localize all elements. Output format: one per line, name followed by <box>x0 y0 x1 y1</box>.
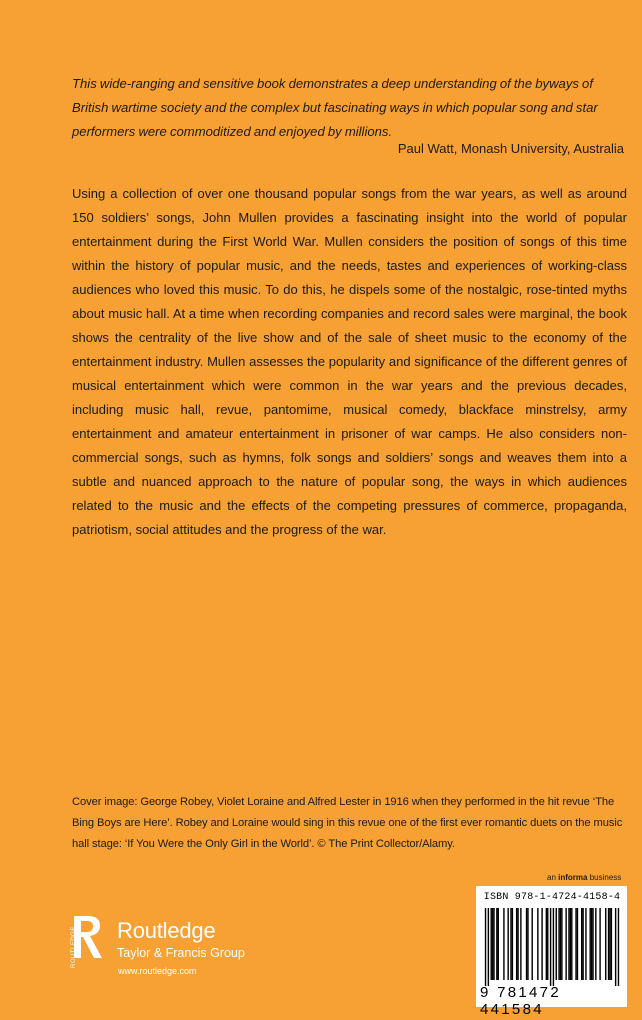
endorsement-quote: This wide-ranging and sensitive book demonstrates a deep understanding of the byways of British wartime society and the complex but fascinating ways in which popular song and star performers were commoditized and enjoyed by millions. <box>72 76 598 139</box>
barcode-bar <box>589 908 590 980</box>
barcode-bar <box>537 908 538 980</box>
barcode-bar <box>526 908 527 980</box>
barcode-bar <box>609 908 610 980</box>
cover-image-caption: Cover image: George Robey, Violet Loraine and Alfred Lester in 1916 when they performed in the hit revue ‘The Bing Boys are Here’. Robey and Loraine would sing in this revue one of the first ever romantic duets on the music hall stage: ‘If You Were the Only Girl in the World’. © The Print Collector/Alamy. <box>72 796 623 850</box>
barcode-bar <box>493 908 494 980</box>
barcode-bar <box>605 908 606 980</box>
barcode-bar <box>558 908 559 980</box>
barcode-bar <box>496 908 497 980</box>
barcode-bar <box>547 908 548 980</box>
barcode-bar <box>582 908 583 980</box>
barcode-bar <box>575 908 576 980</box>
publisher-group: Taylor & Francis Group <box>117 946 245 960</box>
barcode-bar <box>595 908 596 980</box>
barcode-bar <box>570 908 571 980</box>
informa-suffix: business <box>587 873 622 882</box>
barcode-bar <box>485 908 486 986</box>
barcode-bar <box>553 908 554 986</box>
barcode-bar <box>561 908 562 980</box>
barcode-bar <box>503 908 504 980</box>
barcode-bar <box>507 908 508 980</box>
barcode-bar <box>488 908 489 986</box>
informa-brand: informa <box>558 873 588 882</box>
informa-business-tag <box>547 873 621 882</box>
barcode-bar <box>546 908 547 980</box>
barcode-bar <box>571 908 572 980</box>
barcode-bar <box>498 908 499 980</box>
barcode-bar <box>618 908 619 986</box>
barcode-bar <box>577 908 578 980</box>
barcode-bar <box>490 908 491 980</box>
barcode-bar <box>556 908 557 980</box>
endorsement-attribution: Paul Watt, Monash University, Australia <box>397 141 624 156</box>
barcode-bar <box>531 908 532 980</box>
barcode-bar <box>592 908 593 980</box>
barcode-bar <box>516 908 517 980</box>
barcode-bar <box>585 908 586 980</box>
logo-vertical-label: ROUTLEDGE <box>71 926 77 968</box>
barcode-bar <box>615 908 616 986</box>
routledge-logo-icon <box>68 912 110 968</box>
barcode-bar <box>492 908 493 980</box>
barcode-bar <box>550 908 551 986</box>
barcode-bar <box>581 908 582 980</box>
barcode-bar <box>599 908 600 980</box>
informa-prefix: an <box>547 873 559 882</box>
isbn-barcode <box>476 886 627 1018</box>
barcode-bar <box>510 908 511 980</box>
publisher-url: www.routledge.com <box>118 966 197 976</box>
book-description: Using a collection of over one thousand popular songs from the war years, as well as around 150 soldiers’ songs, John Mullen provides a fascinating insight into the world of popular entertainment during the First World War. Mullen considers the position of songs of this time within the history of popular music, and the needs, tastes and experiences of working-class audiences who loved this music. To do this, he dispels some of the nostalgic, rose-tinted myths about music hall. At a time when recording companies and record sales were marginal, the book shows the centrality of the live show and of the sale of sheet music to the economy of the entertainment industry. Mullen assesses the popularity and significance of the different genres of musical entertainment which were common in the war years and the previous decades, including music hall, revue, pantomime, musical comedy, blackface minstrelsy, army entertainment and amateur entertainment in prisoner of war camps. He also considers non-commercial songs, such as hymns, folk songs and soldiers’ songs and weaves them into a subtle and nuanced approach to the nature of popular song, the ways in which audiences related to the music and the effects of the competing pressures of commerce, propaganda, patriotism, social attitudes and the progress of the war. <box>72 186 627 537</box>
isbn-label: ISBN 978-1-4724-4158-4 <box>483 892 621 903</box>
barcode-bar <box>520 908 521 980</box>
barcode-bar <box>568 908 569 980</box>
barcode-bar <box>591 908 592 980</box>
barcode-bar <box>517 908 518 980</box>
barcode-bar <box>560 908 561 980</box>
barcode-bar <box>565 908 566 980</box>
barcode-digits: 9 781472 441584 <box>480 984 561 1018</box>
barcode-bar <box>541 908 542 980</box>
barcode-bar <box>608 908 609 980</box>
publisher-name: Routledge <box>117 918 216 943</box>
barcode-bar <box>527 908 528 980</box>
barcode-bar <box>512 908 513 980</box>
barcode-bar <box>611 908 612 980</box>
barcode-bars <box>482 908 622 986</box>
